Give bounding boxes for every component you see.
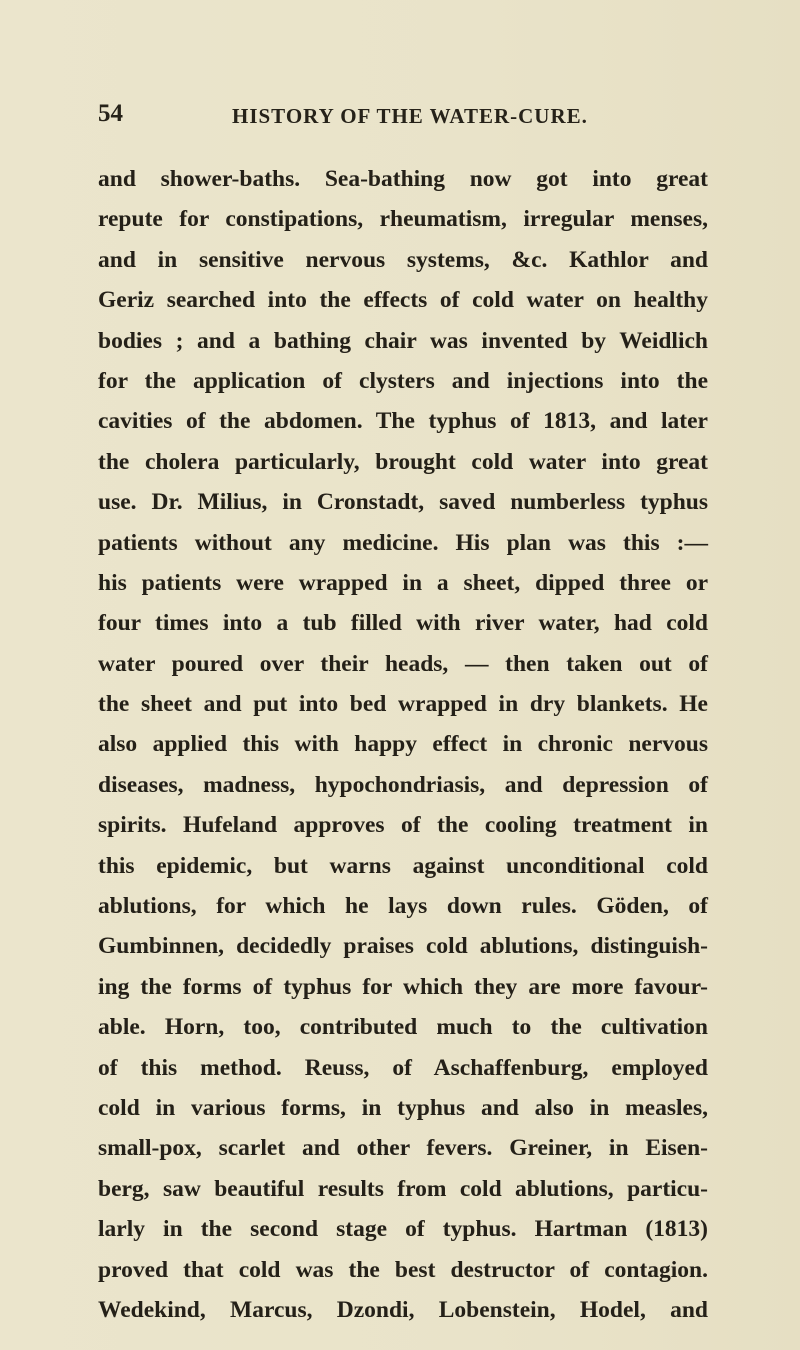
text-line: diseases, madness, hypochondriasis, and depression of bbox=[98, 771, 708, 798]
text-line: berg, saw beautiful results from cold ablutions, particu- bbox=[98, 1175, 708, 1202]
text-line: cold in various forms, in typhus and also in measles, bbox=[98, 1094, 708, 1121]
text-line: spirits. Hufeland approves of the cooling treatment in bbox=[98, 812, 708, 839]
page-number: 54 bbox=[98, 100, 123, 127]
text-line: also applied this with happy effect in chronic nervous bbox=[98, 731, 708, 758]
text-line: cavities of the abdomen. The typhus of 1813, and later bbox=[98, 408, 708, 435]
text-line: use. Dr. Milius, in Cronstadt, saved numberless typhus bbox=[98, 489, 708, 516]
text-line: bodies ; and a bathing chair was invented by Weidlich bbox=[98, 327, 708, 354]
text-line: water poured over their heads, — then taken out of bbox=[98, 650, 708, 677]
text-line: and shower-baths. Sea-bathing now got into great bbox=[98, 166, 708, 192]
text-line: ablutions, for which he lays down rules. Göden, of bbox=[98, 893, 708, 920]
text-line: repute for constipations, rheumatism, irregular menses, bbox=[98, 206, 708, 233]
text-line: his patients were wrapped in a sheet, dipped three or bbox=[98, 569, 708, 596]
running-head: HISTORY OF THE WATER-CURE. bbox=[232, 104, 588, 128]
text-line: of this method. Reuss, of Aschaffenburg, employed bbox=[98, 1054, 708, 1081]
text-line: and in sensitive nervous systems, &c. Kathlor and bbox=[98, 246, 708, 273]
text-line: proved that cold was the best destructor of contagion. bbox=[98, 1256, 708, 1283]
text-line: ing the forms of typhus for which they are more favour- bbox=[98, 973, 708, 1000]
text-line: Geriz searched into the effects of cold water on healthy bbox=[98, 287, 708, 314]
text-line: four times into a tub filled with river water, had cold bbox=[98, 610, 708, 637]
text-line: able. Horn, too, contributed much to the cultivation bbox=[98, 1014, 708, 1041]
text-line: this epidemic, but warns against unconditional cold bbox=[98, 852, 708, 879]
text-line: small-pox, scarlet and other fevers. Greiner, in Eisen- bbox=[98, 1135, 708, 1162]
text-line: the cholera particularly, brought cold water into great bbox=[98, 448, 708, 475]
text-line: Wedekind, Marcus, Dzondi, Lobenstein, Hodel, and bbox=[98, 1296, 708, 1323]
page-header bbox=[98, 100, 708, 140]
text-line: for the application of clysters and injections into the bbox=[98, 367, 708, 394]
text-line: Gumbinnen, decidedly praises cold ablutions, distinguish- bbox=[98, 933, 708, 960]
body-text bbox=[98, 159, 708, 1330]
text-line: larly in the second stage of typhus. Hartman (1813) bbox=[98, 1216, 708, 1243]
text-line: the sheet and put into bed wrapped in dry blankets. He bbox=[98, 691, 708, 718]
text-line: patients without any medicine. His plan was this :— bbox=[98, 529, 708, 556]
